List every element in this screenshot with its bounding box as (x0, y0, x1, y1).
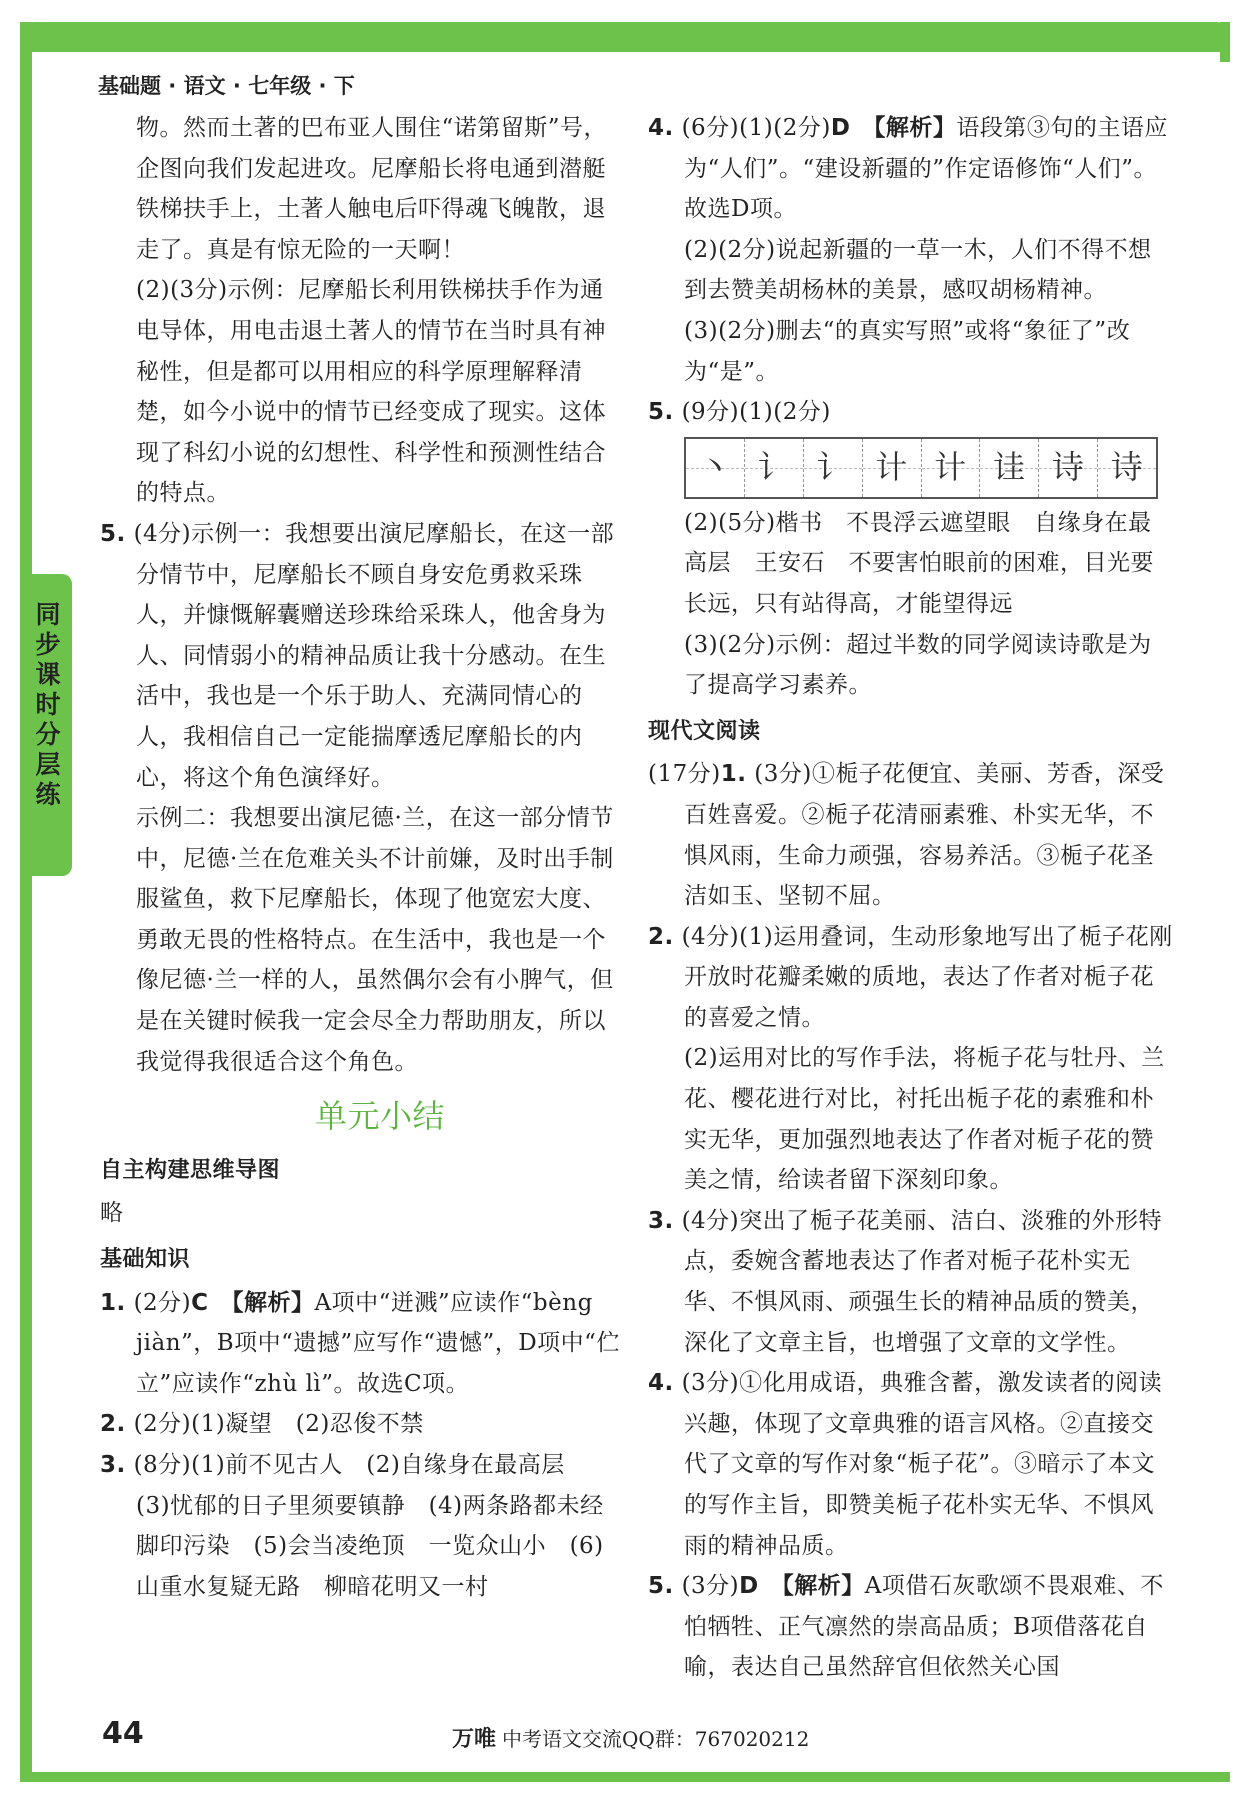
modern-item-5 (648, 1566, 1173, 1688)
item-number: 2. (648, 923, 674, 950)
stroke-cell: 计 (922, 439, 981, 497)
stroke-cell: 讠 (745, 439, 804, 497)
item-number: 1. (100, 1289, 126, 1316)
analysis-tag: 【解析】 (873, 115, 957, 141)
score: (6分)(1)(2分) (681, 115, 831, 141)
stroke-cell: 讠 (804, 439, 863, 497)
answer-example-2: 示例二：我想要出演尼德·兰，在这一部分情节中，尼德·兰在危难关头不计前嫌，及时出手制服鲨鱼，救下尼摩船长，体现了他宽宏大度、勇敢无畏的性格特点。在生活中，我也是一个像尼德·兰一样的人，虽然偶尔会有小脾气，但是在关键时候我一定会尽全力帮助朋友，所以我觉得我很适合这个角色。 (136, 805, 614, 1075)
green-frame-bottom (20, 1772, 1230, 1782)
left-column (100, 108, 620, 1607)
answer-text: (4分)突出了栀子花美丽、洁白、淡雅的外形特点，委婉含蓄地表达了作者对栀子花朴实无华、不惧风雨、顽强生长的精神品质的赞美，深化了文章主旨，也增强了文章的文学性。 (681, 1207, 1163, 1356)
right-column (648, 108, 1173, 1688)
answer-text: 语段第③句的主语应为“人们”。“建设新疆的”作定语修饰“人们”。故选D项。 (684, 115, 1168, 223)
answer-text: (8分)(1)前不见古人 (2)自缘身在最高层 (3)忧郁的日子里须要镇静 (4)两条路都未经脚印污染 (5)会当凌绝顶 一览众山小 (6)山重水复疑无路 柳暗花明又一村 (133, 1452, 604, 1600)
answer-text: (3分)①化用成语，典雅含蓄，激发读者的阅读兴趣，体现了文章典雅的语言风格。②直接交代了文章的写作对象“栀子花”。③暗示了本文的写作主旨，即赞美栀子花朴实无华、不惧风雨的精神品质。 (681, 1370, 1163, 1559)
answer-item-5 (100, 514, 620, 798)
stroke-cell: 诖 (980, 439, 1039, 497)
page-header: 基础题 · 语文 · 七年级 · 下 (98, 74, 355, 98)
item-number: 5. (648, 399, 674, 426)
stroke-cell: 诗 (1098, 439, 1156, 497)
answer-text: (4分)示例一：我想要出演尼摩船长，在这一部分情节中，尼摩船长不顾自身安危勇救采珠人，并慷慨解囊赠送珍珠给采珠人，他舍身为人、同情弱小的精神品质让我十分感动。在生活中，我也是一个乐于助人、充满同情心的人，我相信自己一定能揣摩透尼摩船长的内心，将这个角色演绎好。 (133, 520, 615, 791)
side-tab-label: 同步课时分层练 (35, 600, 61, 809)
modern-item-4 (648, 1363, 1173, 1566)
footer-text: 中考语文交流QQ群：767020212 (502, 1727, 810, 1751)
green-frame-right (1220, 22, 1230, 62)
section-heading-mindmap: 自主构建思维导图 (100, 1157, 281, 1183)
answer-item-4 (648, 108, 1173, 230)
item-number: 1. (720, 761, 747, 788)
continued-text: 物。然而土著的巴布亚人围住“诺第留斯”号，企图向我们发起进攻。尼摩船长将电通到潜艇铁梯扶手上，土著人触电后吓得魂飞魄散，退走了。真是有惊无险的一天啊！ (136, 115, 608, 263)
answer-letter: D (830, 115, 851, 141)
modern-item-3 (648, 1201, 1173, 1363)
green-frame-left (20, 22, 32, 1779)
item-number: 4. (648, 115, 674, 141)
stroke-cell: 丶 (686, 439, 745, 497)
answer-part-2: (2)(3分)示例：尼摩船长利用铁梯扶手作为通电导体，用电击退土著人的情节在当时具有神秘性，但是都可以用相应的科学原理解释清楚，如今小说中的情节已经变成了现实。这体现了科幻小说的幻想性、科学性和预测性结合的特点。 (136, 277, 606, 507)
footer-info (452, 1722, 809, 1753)
item-number: 2. (100, 1411, 126, 1438)
page-number: 44 (102, 1716, 144, 1751)
green-frame-top (20, 22, 1230, 52)
basic-item-2 (100, 1404, 620, 1445)
answer-text: A项借石灰歌颂不畏艰难、不怕牺牲、正气凛然的崇高品质；B项借落花自喻，表达自己虽然辞官但依然关心国 (684, 1573, 1164, 1681)
answer-text: (3分)①栀子花便宜、美丽、芳香，深受百姓喜爱。②栀子花清丽素雅、朴实无华，不惧风雨，生命力顽强，容易养活。③栀子花圣洁如玉、坚韧不屈。 (684, 761, 1165, 910)
answer-text: A项中“迸溅”应读作“bèng jiàn”，B项中“遗撼”应写作“遗憾”，D项中“伫立”应读作“zhù lì”。故选C项。 (136, 1289, 620, 1397)
score: (17分) (648, 761, 721, 788)
item-number: 4. (648, 1370, 674, 1397)
section-heading-modern: 现代文阅读 (648, 718, 761, 744)
item-number: 3. (648, 1207, 674, 1234)
modern-item-1 (648, 754, 1173, 916)
section-heading-basic: 基础知识 (100, 1247, 191, 1273)
stroke-cell: 诗 (1039, 439, 1098, 497)
item-number: 5. (648, 1573, 674, 1600)
answer-item-5 (648, 392, 1173, 433)
analysis-tag: 【解析】 (782, 1573, 865, 1600)
item-number: 5. (100, 520, 126, 547)
stroke-cell: 计 (863, 439, 922, 497)
score: (9分)(1)(2分) (681, 399, 831, 426)
answer-part-2: (2)运用对比的写作手法，将栀子花与牡丹、兰花、樱花进行对比，衬托出栀子花的素雅和朴实无华，更加强烈地表达了作者对栀子花的赞美之情，给读者留下深刻印象。 (684, 1045, 1165, 1194)
answer-part-2: (2)(5分)楷书 不畏浮云遮望眼 自缘身在最高层 王安石 不要害怕眼前的困难，目光要长远，只有站得高，才能望得远 (684, 509, 1154, 617)
answer-text: (4分)(1)运用叠词，生动形象地写出了栀子花刚开放时花瓣柔嫩的质地，表达了作者对栀子花的喜爱之情。 (681, 923, 1173, 1031)
answer-part-2: (2)(2分)说起新疆的一草一木，人们不得不想到去赞美胡杨林的美景，感叹胡杨精神。 (684, 236, 1152, 304)
answer-part-3: (3)(2分)删去“的真实写照”或将“象征了”改为“是”。 (684, 317, 1131, 385)
unit-summary-title: 单元小结 (314, 1097, 445, 1136)
score: (2分) (133, 1289, 192, 1316)
basic-item-1 (100, 1283, 620, 1405)
answer-part-3: (3)(2分)示例：超过半数的同学阅读诗歌是为了提高学习素养。 (684, 631, 1152, 699)
item-number: 3. (100, 1452, 126, 1478)
brand-logo: 万唯 (452, 1727, 497, 1752)
analysis-tag: 【解析】 (232, 1289, 315, 1316)
stroke-order-grid (684, 437, 1158, 499)
answer-text: (2分)(1)凝望 (2)忍俊不禁 (133, 1411, 424, 1438)
answer-letter: D (739, 1573, 759, 1600)
score: (3分) (681, 1573, 740, 1600)
mindmap-answer: 略 (100, 1200, 124, 1227)
answer-letter: C (191, 1289, 209, 1316)
basic-item-3 (100, 1445, 620, 1607)
modern-item-2 (648, 917, 1173, 1039)
